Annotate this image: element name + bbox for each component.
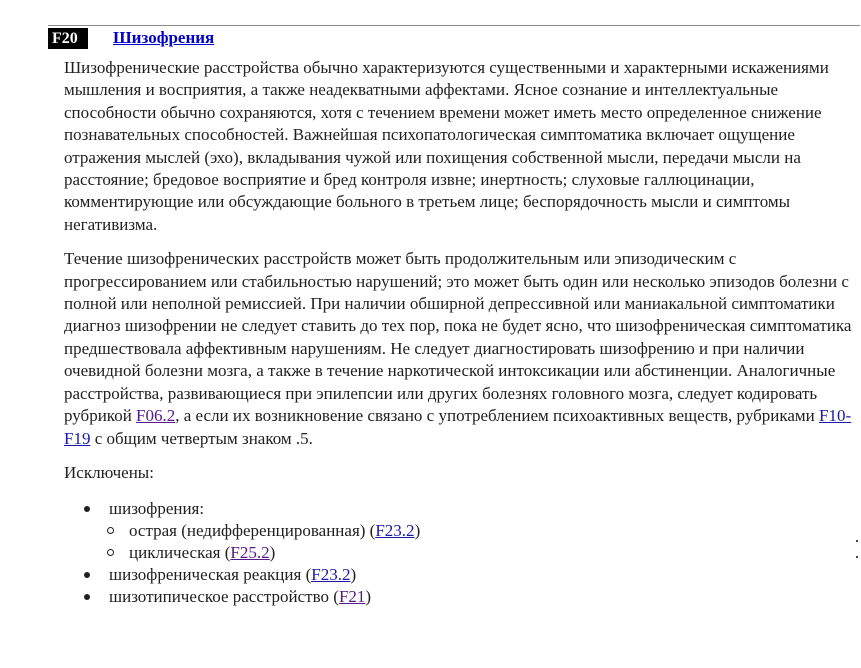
top-divider — [48, 25, 860, 26]
link-f06-2[interactable]: F06.2 — [136, 406, 176, 426]
list-item-text: циклическая ( — [129, 543, 231, 563]
link-f21[interactable]: F21 — [338, 587, 366, 607]
exclusions-list — [64, 498, 854, 608]
section-header — [48, 27, 214, 49]
sub-list — [109, 520, 854, 564]
course-text-1: Течение шизофренических расстройств может быть продолжительным или эпизодическим с прогрессированием или стабильностью нарушений; это может быть один или несколько эпизодов болезни с полной или неполной ремиссией. При наличии обширной депрессивной или маниакальной симптоматики диагноз шизофрении не следует ставить до тех пор, пока не будет ясно, что шизофреническая симптоматика предшествовала аффективным нарушениям. Не следует диагностировать шизофрению и при наличии очевидной болезни мозга, а также в течение наркотической интоксикации или абстиненции. Аналогичные расстройства, развивающиеся при эпилепсии или других болезнях головного мозга, следует кодировать рубрикой — [64, 249, 852, 426]
list-item-text: шизофреническая реакция ( — [109, 565, 312, 585]
link-f23-2[interactable]: F23.2 — [375, 521, 415, 541]
link-f25-2[interactable]: F25.2 — [230, 543, 270, 563]
link-f23-2-reaction[interactable]: F23.2 — [311, 565, 351, 585]
code-badge: F20 — [48, 28, 88, 49]
list-item-text: острая (недифференцированная) ( — [129, 521, 376, 541]
list-item — [129, 520, 854, 542]
edge-artifact — [856, 556, 858, 558]
edge-artifact — [856, 540, 858, 542]
description-paragraph: Шизофренические расстройства обычно характеризуются существенными и характерными искажениями мышления и восприятия, а также неадекватными аффектами. Ясное сознание и интеллектуальные способности обычно сохраняются, хотя с течением времени может иметь место определенное снижение познавательных способностей. Важнейшая психопатологическая симптоматика включает ощущение отражения мыслей (эхо), вкладывания чужой или похищения собственной мысли, передачи мысли на расстояние; бредовое восприятие и бред контроля извне; инертность; слуховые галлюцинации, комментирующие или обсуждающие больного в третьем лице; беспорядочность мысли и симптомы негативизма. — [64, 58, 829, 234]
list-item-text: шизотипическое расстройство ( — [109, 587, 339, 607]
course-paragraph — [64, 248, 854, 450]
close-paren: ) — [269, 543, 276, 563]
close-paren: ) — [414, 521, 421, 541]
list-item — [129, 542, 854, 564]
course-text-3: с общим четвертым знаком .5. — [90, 428, 313, 448]
link-f10-f19[interactable]: F10-F19 — [64, 406, 852, 448]
course-text-2: , а если их возникновение связано с употреблением психоактивных веществ, рубриками — [175, 406, 820, 426]
list-item — [109, 498, 854, 564]
close-paren: ) — [350, 565, 357, 585]
list-item — [109, 564, 854, 586]
section-title-link[interactable]: Шизофрения — [113, 28, 215, 47]
main-content — [64, 57, 854, 608]
list-item-text: шизофрения: — [109, 499, 205, 519]
list-item — [109, 586, 854, 608]
close-paren: ) — [365, 587, 372, 607]
exclusions-heading: Исключены: — [64, 462, 154, 482]
